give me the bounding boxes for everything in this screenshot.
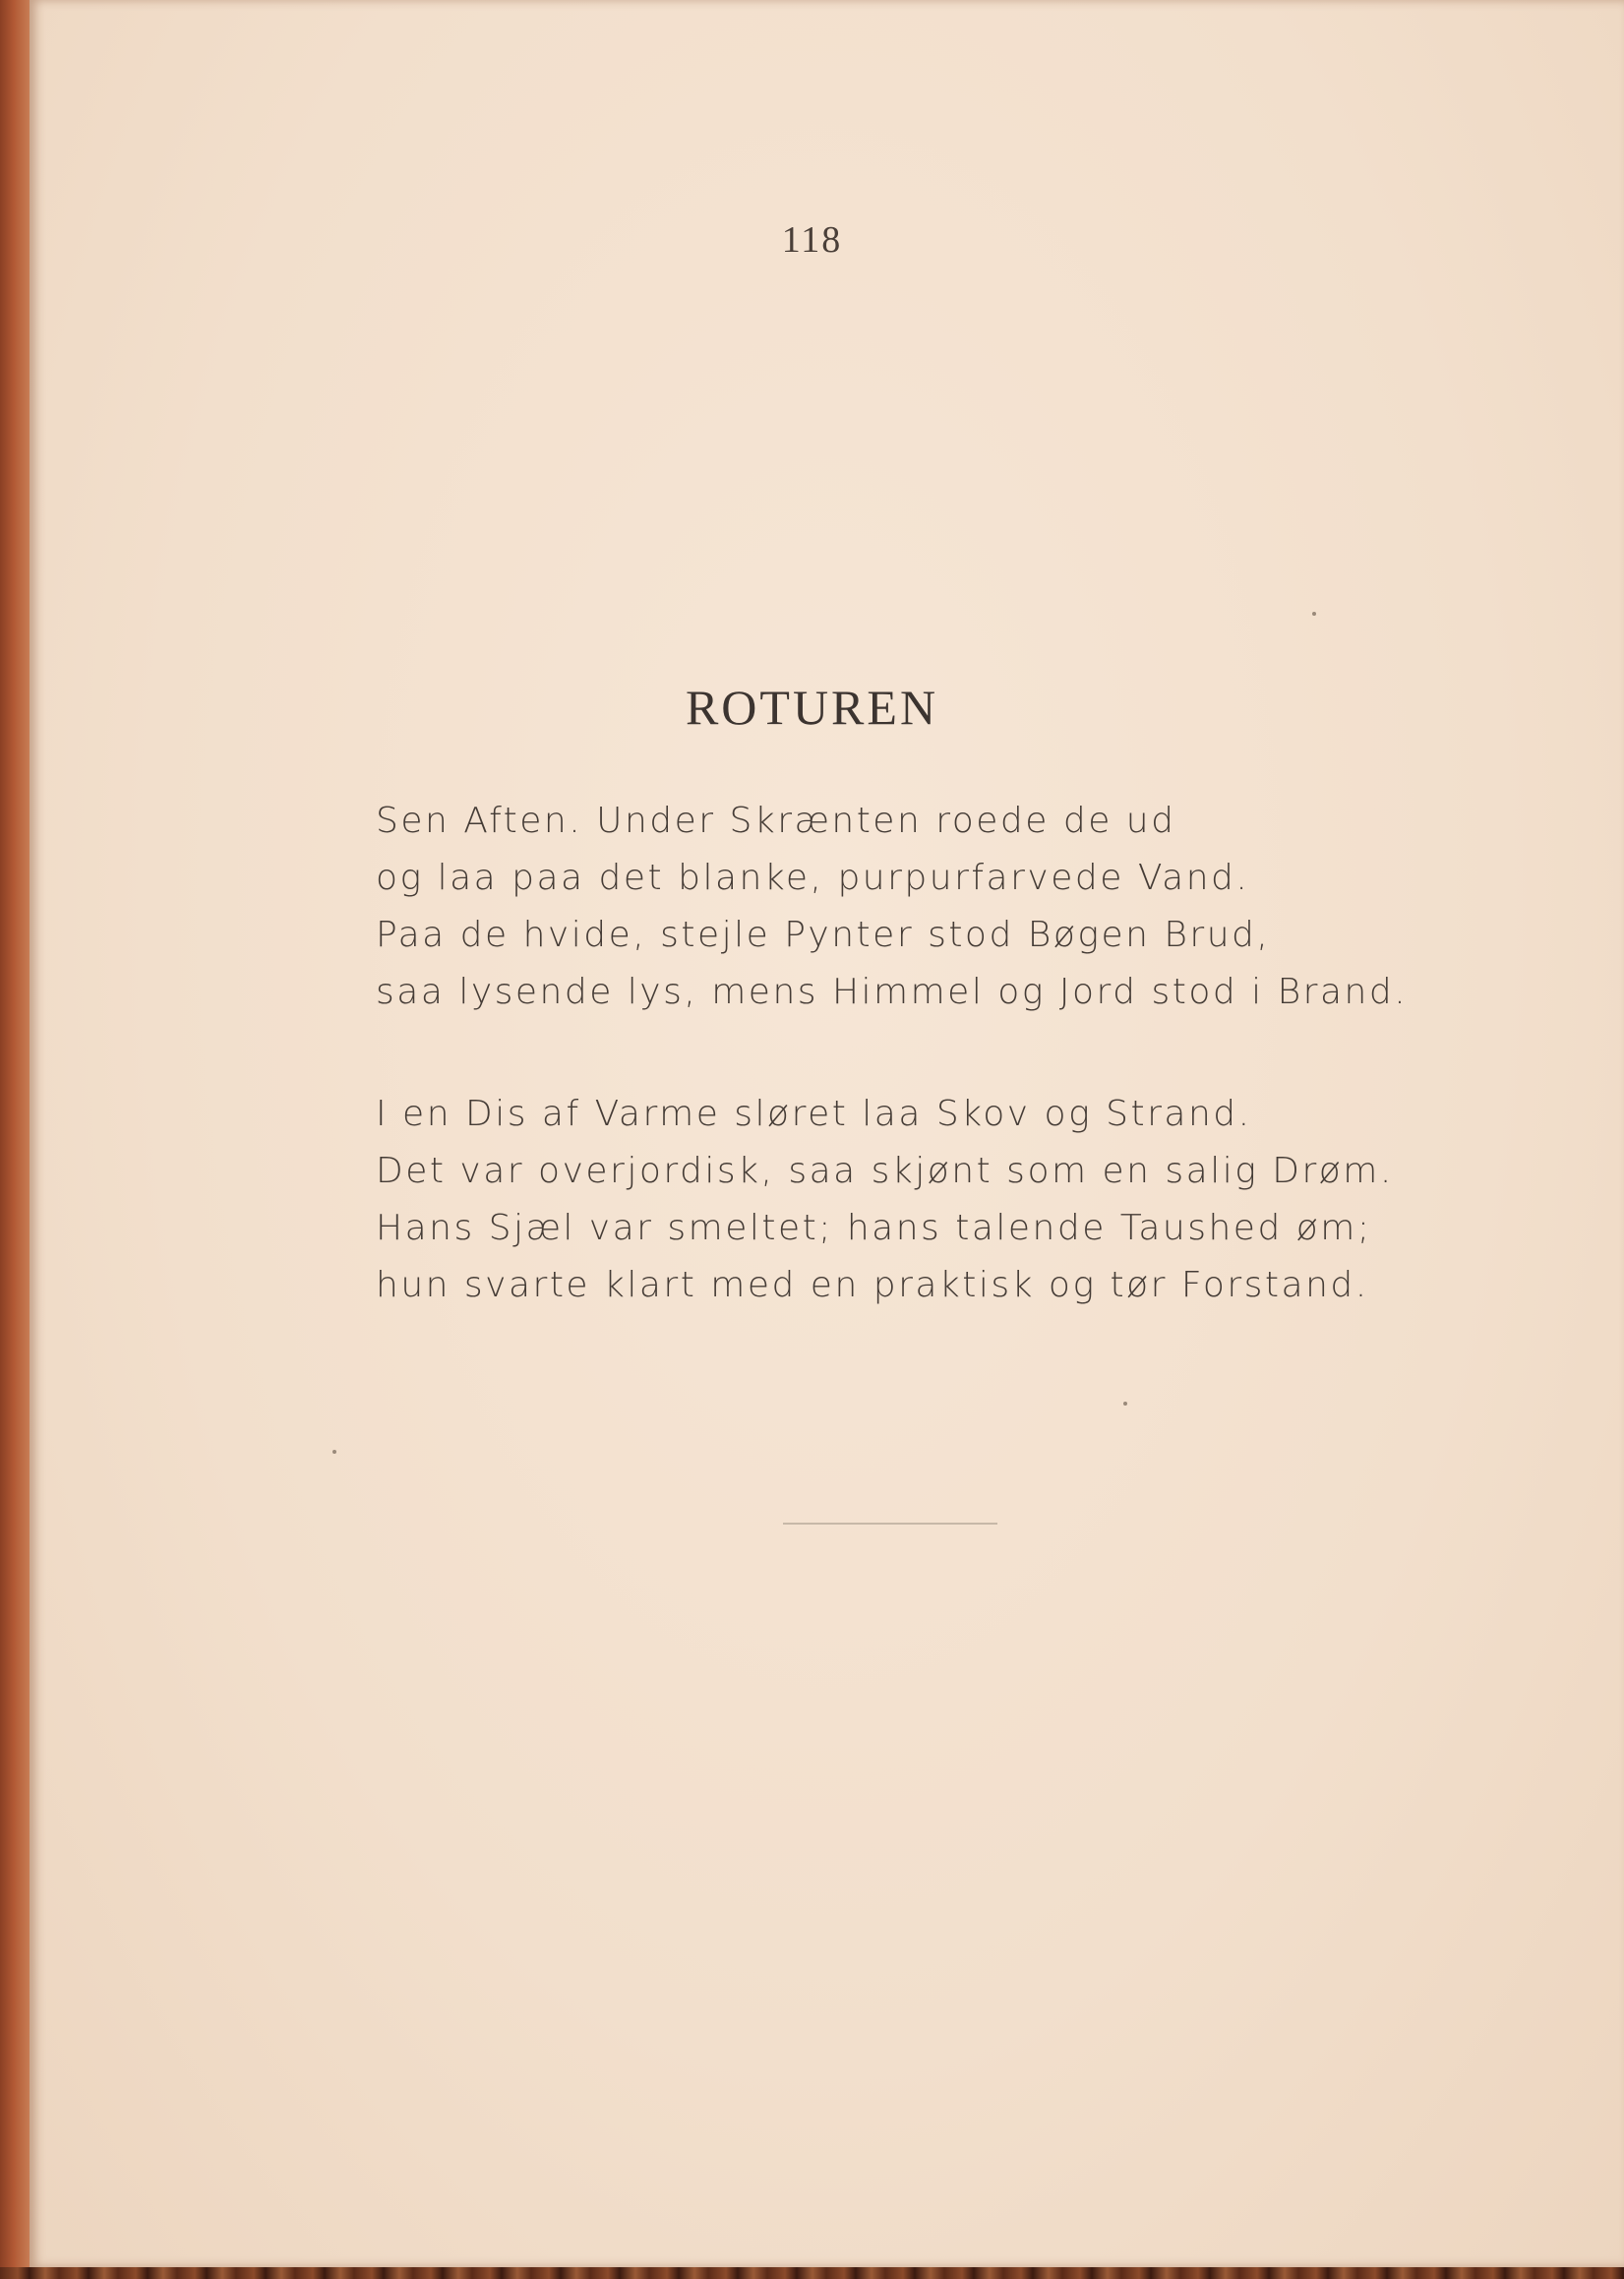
poem-line: og laa paa det blanke, purpurfarvede Vand.	[376, 858, 1250, 898]
poem-line: hun svarte klart med en praktisk og tør Forstand.	[376, 1265, 1369, 1305]
poem-line: Paa de hvide, stejle Pynter stod Bøgen Brud,	[376, 915, 1271, 955]
paper-speck	[332, 1450, 336, 1454]
poem-stanza-1	[376, 793, 1408, 1021]
poem-stanza-2	[376, 1086, 1394, 1314]
closing-rule	[783, 1523, 997, 1525]
page-number: 118	[781, 219, 843, 261]
poem-line: Det var overjordisk, saa skjønt som en salig Drøm.	[376, 1151, 1394, 1191]
poem-line: Hans Sjæl var smeltet; hans talende Taushed øm;	[376, 1208, 1372, 1248]
paper-speck	[1123, 1402, 1127, 1406]
book-bottom-edge	[0, 2267, 1624, 2279]
poem-line: saa lysende lys, mens Himmel og Jord stod i Brand.	[376, 972, 1409, 1012]
poem-title: ROTUREN	[685, 680, 939, 735]
poem-line: I en Dis af Varme sløret laa Skov og Strand.	[376, 1094, 1252, 1134]
poem-line: Sen Aften. Under Skrænten roede de ud	[376, 801, 1176, 841]
paper-speck	[1312, 612, 1316, 616]
